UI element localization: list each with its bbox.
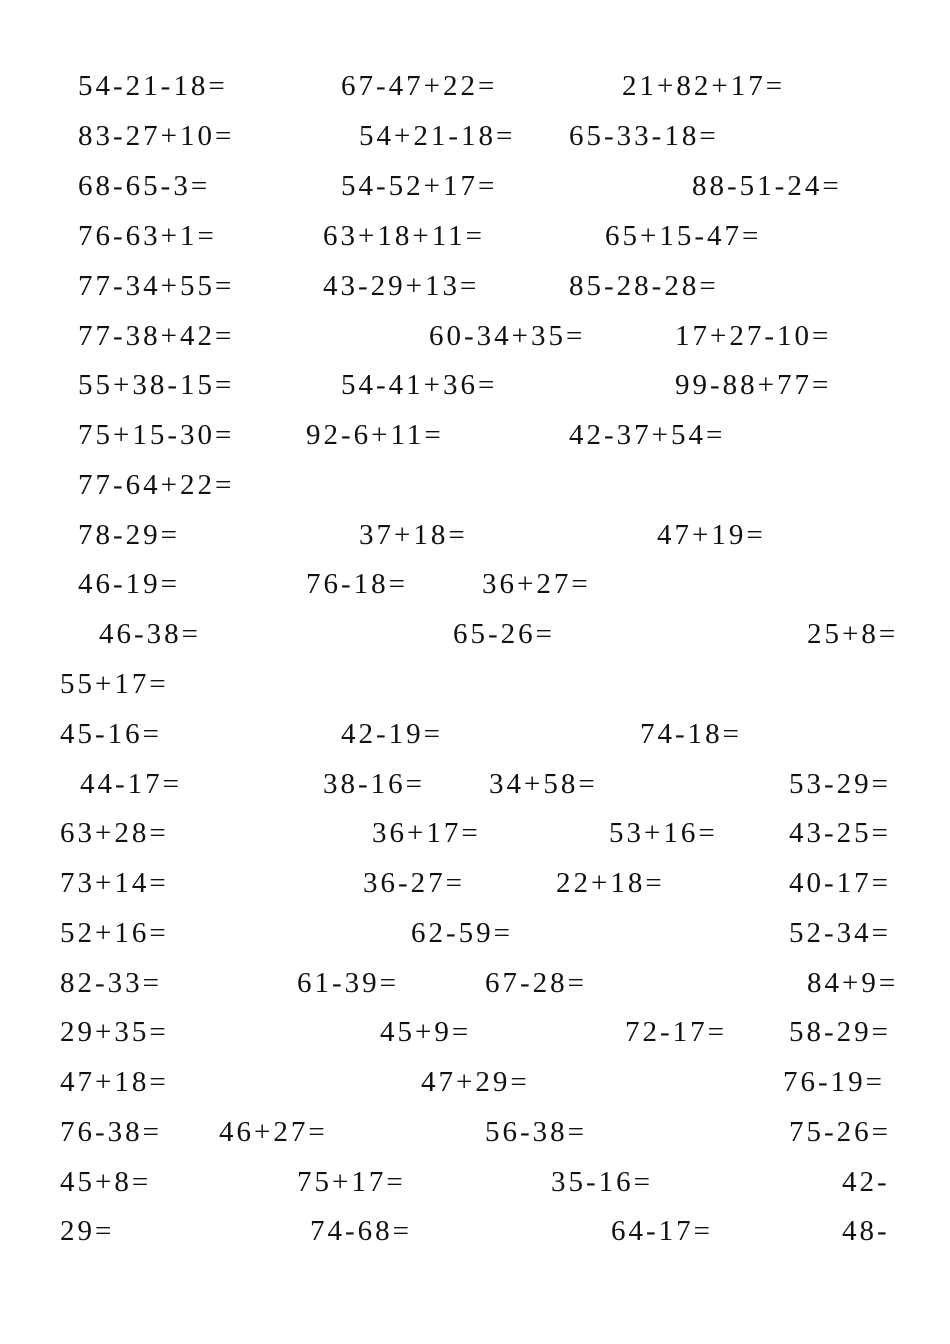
problem: 78-29= [78,519,181,551]
problem: 77-38+42= [78,320,235,352]
problem: 64-17= [611,1215,714,1247]
problem-row [0,913,950,953]
problem: 36+27= [482,568,591,600]
problem-row [0,1112,950,1152]
problem-row [0,166,950,206]
problem: 56-38= [485,1116,588,1148]
problem: 63+18+11= [323,220,485,252]
problem: 17+27-10= [675,320,832,352]
problem-row [0,813,950,853]
problem: 67-28= [485,967,588,999]
problem: 53-29= [789,768,892,800]
problem: 34+58= [489,768,598,800]
problem: 67-47+22= [341,70,498,102]
problem: 88-51-24= [692,170,842,202]
problem: 35-16= [551,1166,654,1198]
problem-row [0,515,950,555]
problem-row [0,316,950,356]
problem: 54-41+36= [341,369,498,401]
problem: 42-19= [341,718,444,750]
problem: 43-25= [789,817,892,849]
problem: 77-34+55= [78,270,235,302]
problem-row [0,1012,950,1052]
problem: 62-59= [411,917,514,949]
problem: 92-6+11= [306,419,444,451]
problem: 46-19= [78,568,181,600]
problem: 52-34= [789,917,892,949]
problem: 22+18= [556,867,665,899]
problem: 36+17= [372,817,481,849]
problem-row [0,863,950,903]
problem: 74-18= [640,718,743,750]
problem: 43-29+13= [323,270,480,302]
problem: 53+16= [609,817,718,849]
problem: 58-29= [789,1016,892,1048]
problem: 65-26= [453,618,556,650]
problem: 76-63+1= [78,220,217,252]
problem: 36-27= [363,867,466,899]
problem: 76-19= [783,1066,886,1098]
problem: 42- [842,1166,890,1198]
problem: 21+82+17= [622,70,786,102]
problem: 46-38= [99,618,202,650]
problem-row [0,415,950,455]
problem: 46+27= [219,1116,328,1148]
problem: 72-17= [625,1016,728,1048]
problem: 25+8= [807,618,899,650]
problem: 63+28= [60,817,169,849]
problem: 68-65-3= [78,170,211,202]
problem: 61-39= [297,967,400,999]
problem: 65-33-18= [569,120,719,152]
problem: 47+18= [60,1066,169,1098]
problem: 55+38-15= [78,369,235,401]
problem-row [0,116,950,156]
problem: 75+15-30= [78,419,235,451]
problem: 38-16= [323,768,426,800]
problem: 73+14= [60,867,169,899]
problem: 77-64+22= [78,469,235,501]
problem: 54+21-18= [359,120,516,152]
problem: 37+18= [359,519,468,551]
problem: 29= [60,1215,115,1247]
problem-row [0,1211,950,1251]
problem: 54-52+17= [341,170,498,202]
problem-row [0,564,950,604]
problem-row [0,614,950,654]
problem-row [0,66,950,106]
problem: 44-17= [80,768,183,800]
problem: 60-34+35= [429,320,586,352]
problem: 75-26= [789,1116,892,1148]
problem: 45+9= [380,1016,472,1048]
problem: 40-17= [789,867,892,899]
problem: 74-68= [310,1215,413,1247]
problem: 45+8= [60,1166,152,1198]
problem-row [0,664,950,704]
problem-row [0,365,950,405]
problem: 52+16= [60,917,169,949]
problem-row [0,216,950,256]
problem: 29+35= [60,1016,169,1048]
problem: 76-18= [306,568,409,600]
problem: 55+17= [60,668,169,700]
problem-row [0,714,950,754]
problem-row [0,266,950,306]
problem: 45-16= [60,718,163,750]
problem: 47+19= [657,519,766,551]
problem: 84+9= [807,967,899,999]
problem: 48- [842,1215,890,1247]
problem-row [0,465,950,505]
problem: 47+29= [421,1066,530,1098]
problem: 75+17= [297,1166,406,1198]
problem: 65+15-47= [605,220,762,252]
problem: 54-21-18= [78,70,228,102]
problem: 83-27+10= [78,120,235,152]
problem: 85-28-28= [569,270,719,302]
problem-row [0,764,950,804]
problem: 42-37+54= [569,419,726,451]
problem: 82-33= [60,967,163,999]
problem-row [0,1162,950,1202]
problem: 99-88+77= [675,369,832,401]
problem-row [0,1062,950,1102]
problem: 76-38= [60,1116,163,1148]
problem-row [0,963,950,1003]
